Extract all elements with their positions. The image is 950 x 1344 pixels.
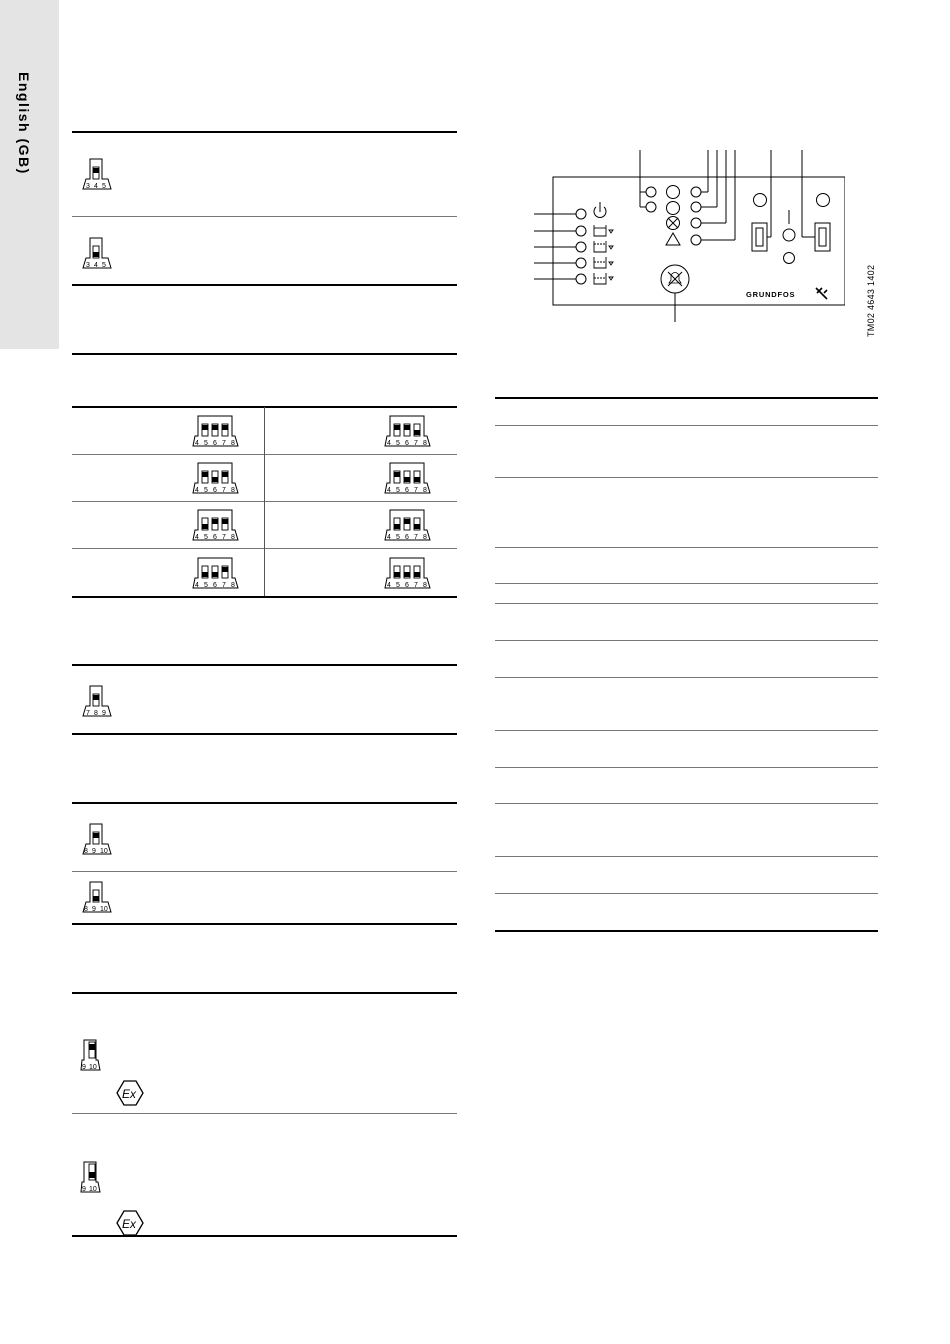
table-rule: [495, 547, 878, 548]
svg-text:10: 10: [89, 1186, 97, 1193]
dip-switch-7-8-9: [82, 684, 114, 718]
svg-text:7: 7: [222, 534, 226, 541]
table-rule: [72, 216, 457, 217]
table-column-divider: [264, 407, 265, 596]
table-rule: [495, 603, 878, 604]
svg-text:8: 8: [94, 710, 98, 717]
svg-text:6: 6: [213, 582, 217, 589]
dip-switch-8-9-10-down: [82, 880, 114, 914]
table-rule: [495, 730, 878, 731]
svg-text:8: 8: [84, 848, 88, 855]
svg-text:10: 10: [89, 1064, 97, 1071]
table-rule: [495, 803, 878, 804]
brand-logo: GRUNDFOS: [746, 290, 796, 299]
table-rule: [495, 893, 878, 894]
dip-switch-4-8: [384, 508, 432, 542]
svg-text:6: 6: [405, 440, 409, 447]
table-rule: [72, 802, 457, 804]
svg-text:5: 5: [204, 582, 208, 589]
svg-text:8: 8: [231, 440, 235, 447]
ex-symbol-icon: [116, 1210, 144, 1236]
svg-text:6: 6: [405, 487, 409, 494]
dip-switch-8-9-10-up: [82, 822, 114, 856]
svg-text:Ex: Ex: [122, 1087, 137, 1101]
svg-text:4: 4: [195, 487, 199, 494]
svg-text:9: 9: [82, 1186, 86, 1193]
svg-text:6: 6: [213, 487, 217, 494]
table-rule: [72, 353, 457, 355]
svg-text:10: 10: [100, 906, 108, 913]
table-rule: [495, 583, 878, 584]
svg-text:7: 7: [222, 440, 226, 447]
svg-text:5: 5: [396, 534, 400, 541]
table-rule: [72, 992, 457, 994]
svg-text:7: 7: [222, 582, 226, 589]
svg-text:4: 4: [387, 440, 391, 447]
svg-text:9: 9: [92, 848, 96, 855]
svg-text:3: 3: [86, 262, 90, 269]
svg-text:6: 6: [213, 534, 217, 541]
dip-switch-3-4-5-up: [82, 157, 114, 191]
svg-text:6: 6: [405, 582, 409, 589]
svg-text:3: 3: [86, 183, 90, 190]
svg-text:8: 8: [423, 534, 427, 541]
svg-text:8: 8: [84, 906, 88, 913]
dip-switch-4-8: [384, 461, 432, 495]
table-rule: [72, 284, 457, 286]
dip-switch-4-8: [192, 556, 240, 590]
table-rule: [495, 397, 878, 399]
table-rule: [495, 677, 878, 678]
dip-switch-4-8: [192, 508, 240, 542]
language-tab-label: English (GB): [16, 72, 32, 175]
svg-text:5: 5: [102, 262, 106, 269]
dip-switch-4-8: [192, 461, 240, 495]
table-rule: [495, 856, 878, 857]
svg-text:5: 5: [102, 183, 106, 190]
svg-text:4: 4: [94, 262, 98, 269]
svg-text:7: 7: [414, 440, 418, 447]
table-rule: [72, 733, 457, 735]
svg-text:9: 9: [102, 710, 106, 717]
table-rule: [495, 640, 878, 641]
table-rule: [495, 477, 878, 478]
drawing-code: TM02 4643 1402: [866, 264, 876, 337]
svg-text:6: 6: [213, 440, 217, 447]
table-rule: [72, 596, 457, 598]
svg-text:5: 5: [396, 487, 400, 494]
table-rule: [72, 923, 457, 925]
language-tab: [0, 0, 59, 349]
table-rule: [72, 131, 457, 133]
svg-text:4: 4: [387, 582, 391, 589]
dip-switch-4-8: [192, 414, 240, 448]
svg-text:7: 7: [222, 487, 226, 494]
dip-switch-9-10-up: [80, 1038, 104, 1072]
svg-text:9: 9: [82, 1064, 86, 1071]
table-rule: [495, 767, 878, 768]
svg-text:8: 8: [231, 487, 235, 494]
control-panel-diagram: [505, 150, 845, 330]
dip-switch-4-8: [384, 414, 432, 448]
ex-symbol-icon: [116, 1080, 144, 1106]
svg-text:6: 6: [405, 534, 409, 541]
svg-text:5: 5: [396, 582, 400, 589]
svg-text:4: 4: [195, 534, 199, 541]
svg-text:5: 5: [204, 440, 208, 447]
svg-text:7: 7: [414, 582, 418, 589]
table-rule: [495, 425, 878, 426]
dip-switch-3-4-5-down: [82, 236, 114, 270]
svg-text:4: 4: [195, 440, 199, 447]
table-rule: [495, 930, 878, 932]
svg-text:5: 5: [204, 534, 208, 541]
svg-text:8: 8: [423, 582, 427, 589]
svg-text:9: 9: [92, 906, 96, 913]
svg-text:8: 8: [423, 440, 427, 447]
svg-text:7: 7: [86, 710, 90, 717]
svg-text:7: 7: [414, 487, 418, 494]
dip-switch-9-10-down: [80, 1160, 104, 1194]
svg-text:7: 7: [414, 534, 418, 541]
svg-text:8: 8: [231, 534, 235, 541]
table-rule: [72, 871, 457, 872]
svg-text:8: 8: [423, 487, 427, 494]
svg-text:Ex: Ex: [122, 1217, 137, 1231]
svg-text:8: 8: [231, 582, 235, 589]
table-rule: [72, 664, 457, 666]
table-rule: [72, 1113, 457, 1114]
svg-text:10: 10: [100, 848, 108, 855]
svg-text:4: 4: [387, 534, 391, 541]
svg-text:4: 4: [195, 582, 199, 589]
svg-text:4: 4: [387, 487, 391, 494]
dip-switch-4-8: [384, 556, 432, 590]
svg-text:5: 5: [396, 440, 400, 447]
svg-text:5: 5: [204, 487, 208, 494]
svg-text:4: 4: [94, 183, 98, 190]
